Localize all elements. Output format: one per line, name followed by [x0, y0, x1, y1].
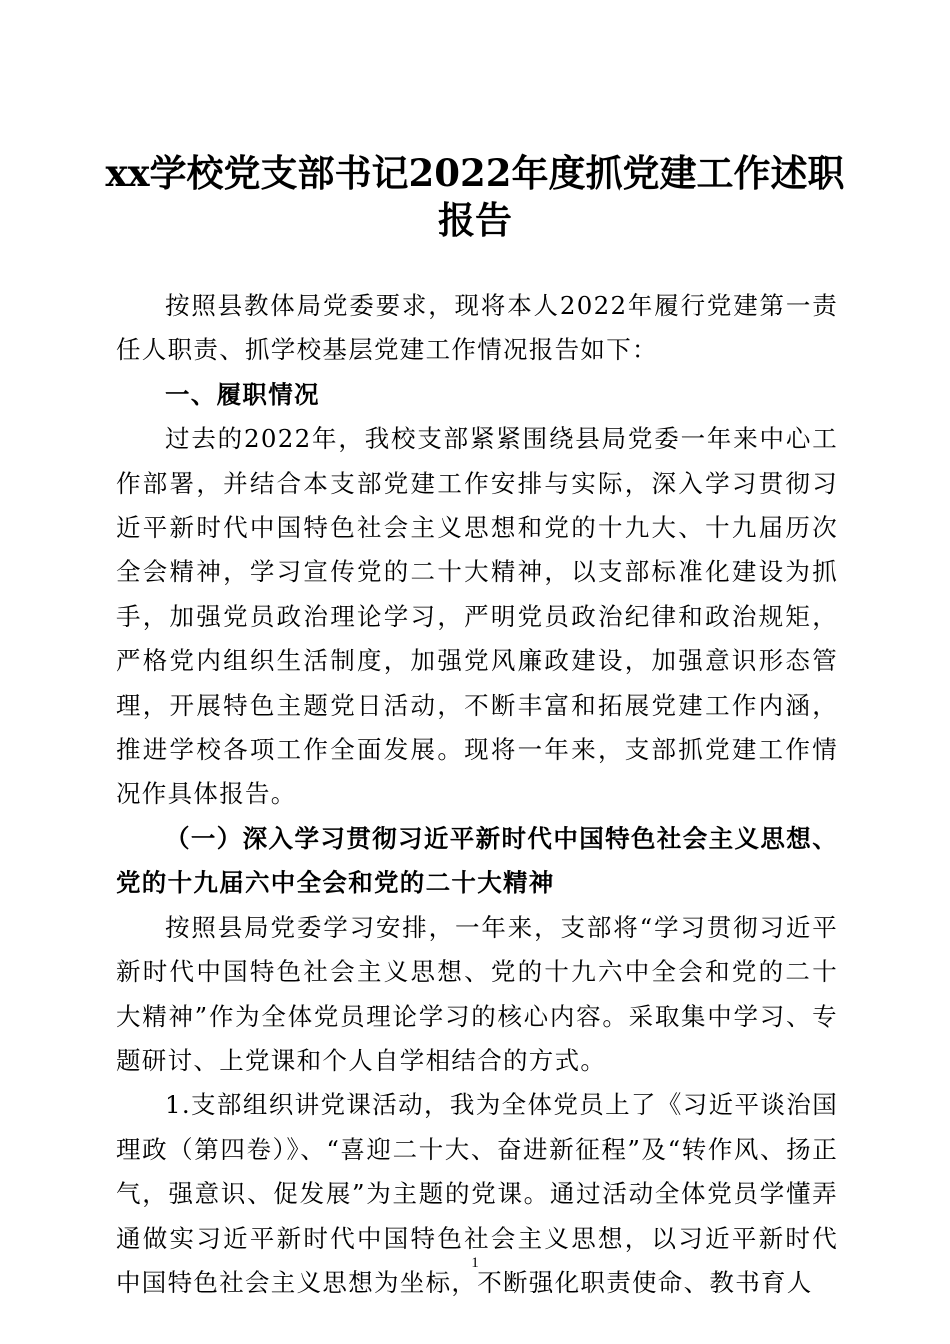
- page-number: 1: [471, 1255, 479, 1271]
- subsection-heading-study: （一）深入学习贯彻习近平新时代中国特色社会主义思想、党的十九届六中全会和党的二十大精神: [116, 823, 838, 898]
- study-paragraph: 按照县局党委学习安排，一年来，支部将“学习贯彻习近平新时代中国特色社会主义思想、党的十九六中全会和党的二十大精神”作为全体党员理论学习的核心内容。采取集中学习、专题研讨、上党课和个人自学相结合的方式。: [116, 912, 838, 1075]
- document-title: xx学校党支部书记2022年度抓党建工作述职报告: [105, 151, 845, 242]
- party-lecture-paragraph: 1.支部组织讲党课活动，我为全体党员上了《习近平谈治国理政（第四卷）》、“喜迎二十大、奋进新征程”及“转作风、扬正气，强意识、促发展”为主题的党课。通过活动全体党员学懂弄通做实习近平新时代中国特色社会主义思想，以习近平新时代中国特色社会主义思想为坐标，不断强化职责使命、教书育人: [116, 1090, 838, 1297]
- overview-paragraph: 过去的2022年，我校支部紧紧围绕县局党委一年来中心工作部署，并结合本支部党建工作安排与实际，深入学习贯彻习近平新时代中国特色社会主义思想和党的十九大、十九届历次全会精神，学习宣传党的二十大精神，以支部标准化建设为抓手，加强党员政治理论学习，严明党员政治纪律和政治规矩，严格党内组织生活制度，加强党风廉政建设，加强意识形态管理，开展特色主题党日活动，不断丰富和拓展党建工作内涵，推进学校各项工作全面发展。现将一年来，支部抓党建工作情况作具体报告。: [116, 424, 838, 809]
- intro-paragraph: 按照县教体局党委要求，现将本人2022年履行党建第一责任人职责、抓学校基层党建工作情况报告如下：: [116, 291, 838, 365]
- document-body: [116, 284, 838, 1305]
- section-heading-performance: 一、履职情况: [165, 379, 320, 409]
